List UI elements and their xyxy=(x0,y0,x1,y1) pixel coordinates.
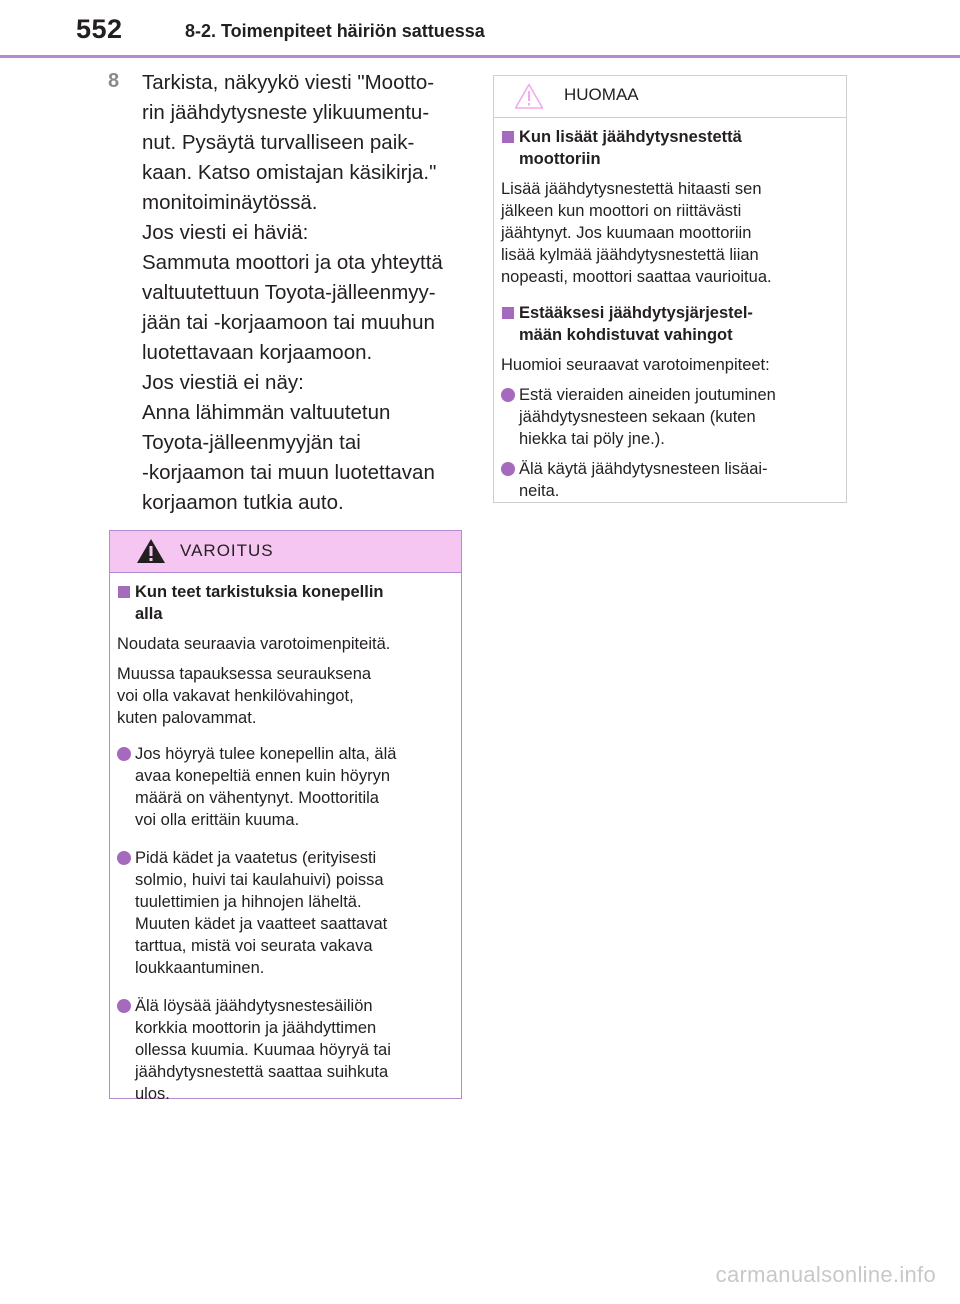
text-line: tuulettimien ja hihnojen läheltä. xyxy=(135,893,362,911)
text-line: monitoiminäytössä. xyxy=(142,191,318,214)
text-line: solmio, huivi tai kaulahuivi) poissa xyxy=(135,871,384,889)
notice-bullet-2 xyxy=(501,458,836,502)
text-line: Älä löysää jäähdytysnestesäiliön xyxy=(135,997,373,1015)
text-line: lisää kylmää jäähdytysnestettä liian xyxy=(501,246,759,264)
notice-subheading-2 xyxy=(501,302,836,346)
circle-bullet-icon xyxy=(117,999,131,1013)
warning-para-1 xyxy=(117,633,451,655)
square-bullet-icon xyxy=(502,131,514,143)
warning-triangle-icon xyxy=(136,538,166,564)
text-line: kuten palovammat. xyxy=(117,709,257,727)
text-line: Huomioi seuraavat varotoimenpiteet: xyxy=(501,356,770,374)
text-line: Toyota-jälleenmyyjän tai xyxy=(142,431,361,454)
text-line: ulos. xyxy=(135,1085,170,1103)
text-line: loukkaantuminen. xyxy=(135,959,265,977)
watermark: carmanualsonline.info xyxy=(715,1262,936,1287)
text-line: Noudata seuraavia varotoimenpiteitä. xyxy=(117,635,391,653)
text-line: jäähdytysnestettä saattaa suihkuta xyxy=(135,1063,389,1081)
warning-subheading-text xyxy=(135,581,451,625)
square-bullet-icon xyxy=(502,307,514,319)
notice-header xyxy=(494,76,846,118)
notice-box xyxy=(493,75,847,503)
notice-para-1 xyxy=(501,178,836,288)
notice-para-2 xyxy=(501,354,836,376)
text-line: voi olla erittäin kuuma. xyxy=(135,811,300,829)
text-line: valtuutettuun Toyota-jälleenmyy- xyxy=(142,281,436,304)
text-line: Tarkista, näkyykö viesti "Mootto- xyxy=(142,71,435,94)
text-line: Sammuta moottori ja ota yhteyttä xyxy=(142,251,443,274)
text-line: jäähdytysnesteen sekaan (kuten xyxy=(519,408,756,426)
text-line: voi olla vakavat henkilövahingot, xyxy=(117,687,354,705)
text-line: mään kohdistuvat vahingot xyxy=(519,326,733,344)
text-line: määrä on vähentynyt. Moottoritila xyxy=(135,789,379,807)
text-line: Jos viesti ei häviä: xyxy=(142,221,309,244)
text-line: Estä vieraiden aineiden joutuminen xyxy=(519,386,776,404)
text-line: -korjaamon tai muun luotettavan xyxy=(142,461,435,484)
page-header xyxy=(0,0,960,62)
text-line: Jos höyryä tulee konepellin alta, älä xyxy=(135,745,397,763)
step-number: 8 xyxy=(108,70,120,92)
text-line: rin jäähdytysneste ylikuumentu- xyxy=(142,101,430,124)
text-line: jälkeen kun moottori on riittävästi xyxy=(501,202,742,220)
text-line: Estääksesi jäähdytysjärjestel- xyxy=(519,304,753,322)
text-line: Muussa tapauksessa seurauksena xyxy=(117,665,372,683)
warning-title: VAROITUS xyxy=(180,541,274,560)
text-line: tarttua, mistä voi seurata vakava xyxy=(135,937,373,955)
text-line: Pidä kädet ja vaatetus (erityisesti xyxy=(135,849,377,867)
text-line: jäähtynyt. Jos kuumaan moottoriin xyxy=(501,224,752,242)
warning-body xyxy=(110,573,461,1105)
circle-bullet-icon xyxy=(117,747,131,761)
caution-triangle-outline-icon xyxy=(514,83,544,109)
notice-bullet-1 xyxy=(501,384,836,450)
warning-header xyxy=(110,531,461,573)
text-line: Kun teet tarkistuksia konepellin xyxy=(135,583,384,601)
warning-bullet-3 xyxy=(117,995,451,1105)
text-line: Jos viestiä ei näy: xyxy=(142,371,304,394)
warning-bullet-1 xyxy=(117,743,451,831)
warning-box xyxy=(109,530,462,1103)
text-line: Älä käytä jäähdytysnesteen lisäai- xyxy=(519,460,768,478)
circle-bullet-icon xyxy=(117,851,131,865)
text-line: kaan. Katso omistajan käsikirja." xyxy=(142,161,437,184)
warning-bullet-2 xyxy=(117,847,451,979)
notice-body xyxy=(494,118,846,502)
text-line: Anna lähimmän valtuutetun xyxy=(142,401,391,424)
text-line: nopeasti, moottori saattaa vaurioitua. xyxy=(501,268,772,286)
header-divider xyxy=(0,55,960,58)
text-line: Muuten kädet ja vaatteet saattavat xyxy=(135,915,388,933)
circle-bullet-icon xyxy=(501,462,515,476)
text-line: avaa konepeltiä ennen kuin höyryn xyxy=(135,767,391,785)
text-line: nut. Pysäytä turvalliseen paik- xyxy=(142,131,415,154)
text-line: hiekka tai pöly jne.). xyxy=(519,430,665,448)
text-line: Lisää jäähdytysnestettä hitaasti sen xyxy=(501,180,762,198)
warning-subheading xyxy=(117,581,451,625)
text-line: korkkia moottorin ja jäähdyttimen xyxy=(135,1019,377,1037)
page-number: 552 xyxy=(76,14,123,44)
text-line: jään tai -korjaamoon tai muuhun xyxy=(142,311,435,334)
text-line: moottoriin xyxy=(519,150,601,168)
text-line: luotettavaan korjaamoon. xyxy=(142,341,373,364)
text-line: Kun lisäät jäähdytysnestettä xyxy=(519,128,742,146)
warning-para-2 xyxy=(117,663,451,729)
text-line: neita. xyxy=(519,482,560,500)
step-text xyxy=(142,68,443,518)
notice-subheading-1 xyxy=(501,126,836,170)
text-line: alla xyxy=(135,605,163,623)
notice-title: HUOMAA xyxy=(564,85,639,104)
text-line: ollessa kuumia. Kuumaa höyryä tai xyxy=(135,1041,391,1059)
square-bullet-icon xyxy=(118,586,130,598)
circle-bullet-icon xyxy=(501,388,515,402)
section-title: 8-2. Toimenpiteet häiriön sattuessa xyxy=(185,21,485,41)
text-line: korjaamon tutkia auto. xyxy=(142,491,344,514)
